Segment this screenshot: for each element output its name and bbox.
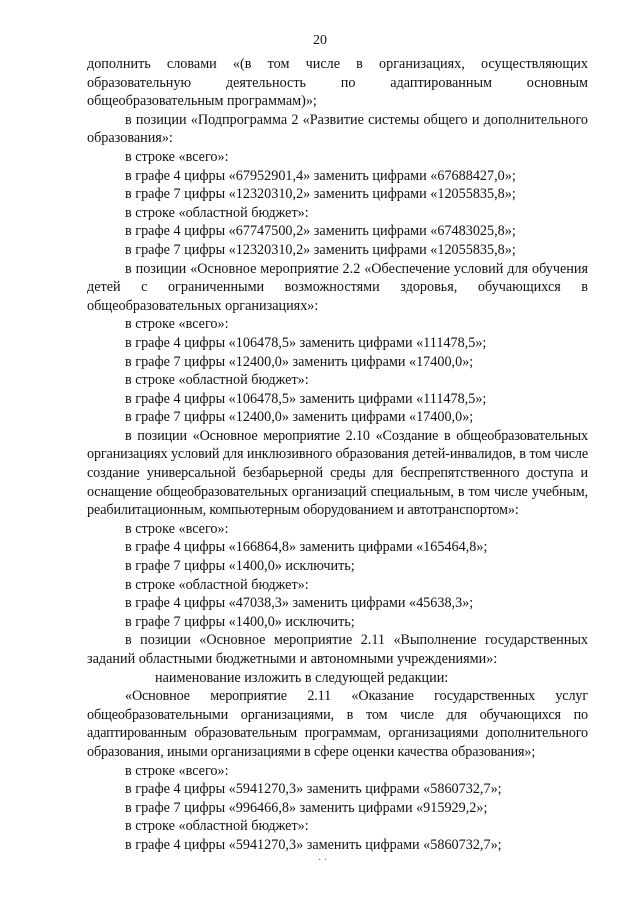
paragraph: в графе 7 цифры «996466,8» заменить цифрами «915929,2»;	[125, 799, 488, 816]
paragraph: в графе 4 цифры «47038,3» заменить цифрами «45638,3»;	[125, 595, 474, 612]
paragraph: в графе 4 цифры «166864,8» заменить цифрами «165464,8»;	[125, 539, 488, 556]
paragraph: в строке «областной бюджет»:	[125, 204, 309, 221]
paragraph: в позиции «Основное мероприятие 2.11 «Выполнение государственных заданий областными бюджетными и автономными учреждениями»:	[87, 632, 588, 667]
paragraph: в графе 4 цифры «106478,5» заменить цифрами «111478,5»;	[125, 390, 487, 407]
paragraph: дополнить словами «(в том числе в организациях, осуществляющих образовательную деятельность по адаптированным основным общеобразовательным программам)»;	[87, 56, 588, 110]
paragraph: в графе 7 цифры «12400,0» заменить цифрами «17400,0»;	[125, 409, 474, 426]
paragraph: в графе 7 цифры «12320310,2» заменить цифрами «12055835,8»;	[125, 186, 516, 203]
document-body	[87, 55, 588, 855]
paragraph: в графе 4 цифры «67747500,2» заменить цифрами «67483025,8»;	[125, 223, 516, 240]
paragraph: «Основное мероприятие 2.11 «Оказание государственных услуг общеобразовательными организациями, в том числе для обучающихся по адаптированным образовательным программам, организациями дополнительного образования, иными организациями в сфере оценки качества образования»;	[87, 688, 588, 760]
paragraph: в строке «всего»:	[125, 762, 229, 779]
page-number: 20	[313, 33, 327, 48]
paragraph: в строке «всего»:	[125, 316, 229, 333]
paragraph: в графе 4 цифры «106478,5» заменить цифрами «111478,5»;	[125, 334, 487, 351]
paragraph: в графе 7 цифры «12320310,2» заменить цифрами «12055835,8»;	[125, 241, 516, 258]
paragraph: в позиции «Основное мероприятие 2.2 «Обеспечение условий для обучения детей с ограниченными возможностями здоровья, обучающихся в общеобразовательных организациях»:	[87, 260, 588, 314]
paragraph: в строке «всего»:	[125, 520, 229, 537]
paragraph: в графе 7 цифры «1400,0» исключить;	[125, 613, 355, 630]
scan-mark: · ·	[318, 855, 328, 866]
paragraph: в графе 7 цифры «12400,0» заменить цифрами «17400,0»;	[125, 353, 474, 370]
paragraph: в позиции «Основное мероприятие 2.10 «Создание в общеобразовательных организациях условий для инклюзивного образования детей-инвалидов, в том числе создание универсальной безбарьерной среды для беспрепятственного доступа и оснащение общеобразовательных организаций специальным, в том числе учебным, реабилитационным, компьютерным оборудованием и автотранспортом»:	[87, 427, 588, 519]
paragraph: в графе 4 цифры «5941270,3» заменить цифрами «5860732,7»;	[125, 781, 502, 798]
paragraph: наименование изложить в следующей редакции:	[155, 669, 449, 686]
paragraph: в графе 4 цифры «5941270,3» заменить цифрами «5860732,7»;	[125, 836, 502, 853]
paragraph: в графе 4 цифры «67952901,4» заменить цифрами «67688427,0»;	[125, 167, 516, 184]
paragraph: в строке «всего»:	[125, 148, 229, 165]
paragraph: в графе 7 цифры «1400,0» исключить;	[125, 558, 355, 575]
paragraph: в строке «областной бюджет»:	[125, 372, 309, 389]
paragraph: в строке «областной бюджет»:	[125, 576, 309, 593]
paragraph: в позиции «Подпрограмма 2 «Развитие системы общего и дополнительного образования»:	[87, 111, 588, 147]
paragraph: в строке «областной бюджет»:	[125, 818, 309, 835]
